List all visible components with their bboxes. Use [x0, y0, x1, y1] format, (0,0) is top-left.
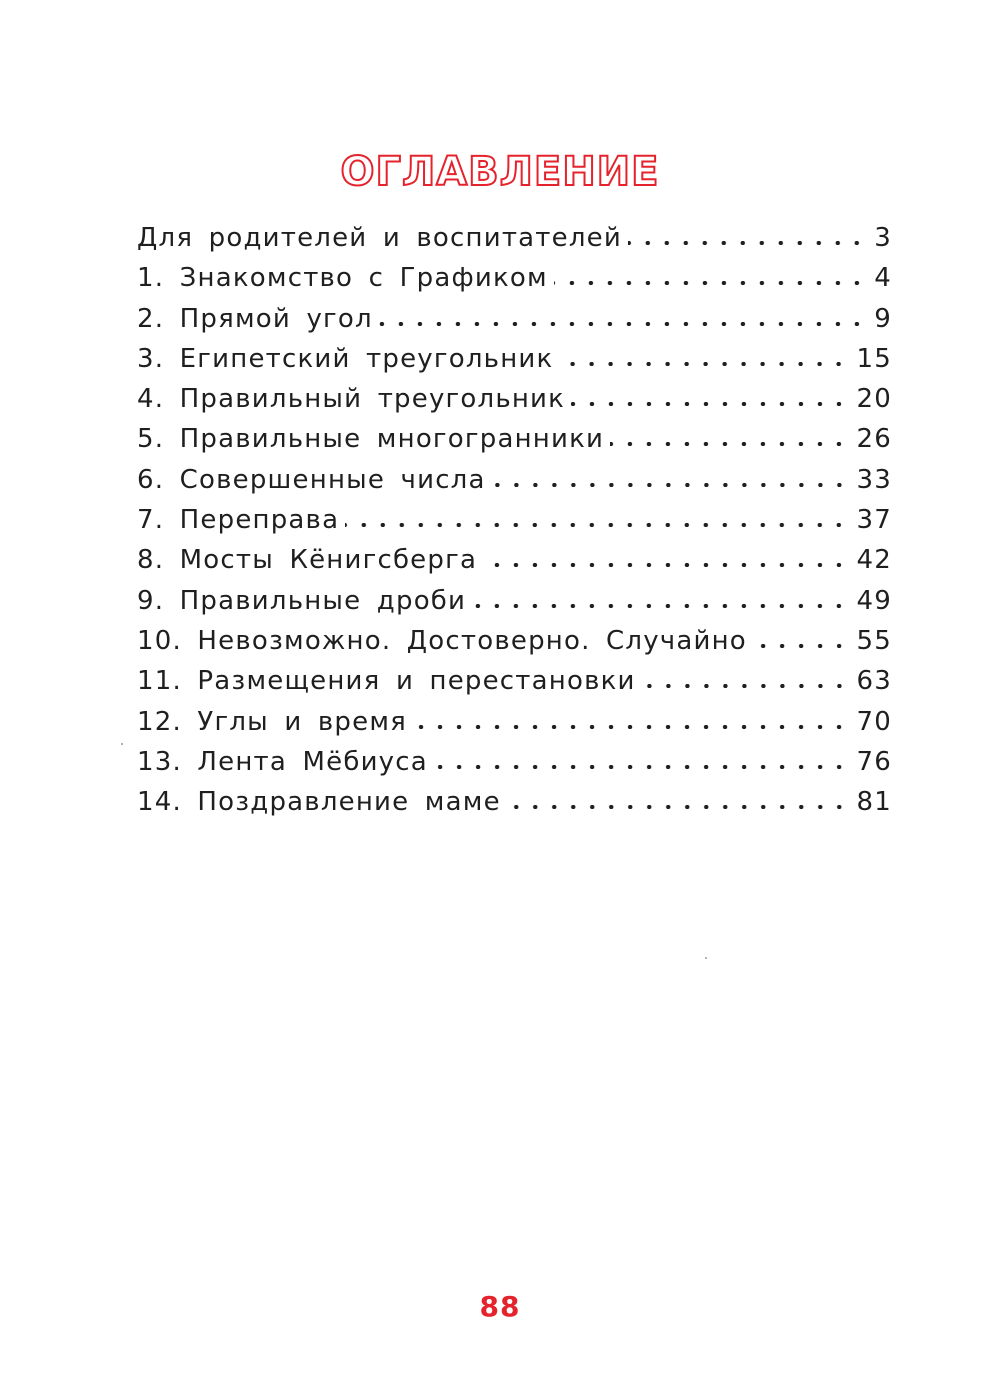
toc-entry-page: 70: [856, 706, 892, 737]
toc-entry-page: 4: [874, 263, 892, 294]
toc-entry-label: 11. Размещения и перестановки: [137, 666, 636, 697]
toc-entry-label: 8. Мосты Кёнигсберга: [137, 545, 478, 576]
toc-entry-label: 5. Правильные многогранники: [137, 424, 605, 455]
toc-entry-page: 55: [856, 625, 892, 656]
toc-entry-label: 7. Переправа: [137, 505, 340, 536]
dot-leader: [379, 322, 866, 326]
dot-leader: [554, 281, 866, 285]
page-title: ОГЛАВЛЕНИЕ: [340, 149, 660, 195]
toc-entry-page: 63: [856, 666, 892, 697]
toc-entry-page: 37: [856, 505, 892, 536]
toc-entry-label: Для родителей и воспитателей: [137, 223, 622, 253]
toc-entry-label: 4. Правильный треугольник: [137, 384, 566, 415]
toc-entry-label: 3. Египетский треугольник: [137, 343, 554, 374]
toc-entry-label: 10. Невозможно. Достоверно. Случайно: [137, 625, 747, 656]
dot-leader: [507, 805, 849, 809]
toc-entry-label: 2. Прямой угол: [137, 303, 373, 334]
toc-entry-label: 1. Знакомство с Графиком: [137, 263, 548, 294]
toc-entry-label: 12. Углы и время: [137, 706, 407, 737]
toc-row: [137, 787, 892, 827]
dot-leader: [753, 644, 849, 648]
toc-entry-label: 6. Совершенные числа: [137, 464, 486, 495]
toc-row: [137, 586, 892, 626]
toc-entry-page: 42: [856, 545, 892, 576]
dot-leader: [642, 684, 849, 688]
dot-leader: [559, 362, 848, 366]
toc-entry-page: 49: [856, 585, 892, 616]
toc-row: [137, 384, 892, 424]
toc-entry-page: 76: [856, 746, 892, 777]
dot-leader: [413, 725, 849, 729]
toc-entry-page: 3: [874, 223, 892, 253]
page-number: 88: [479, 1290, 521, 1323]
paper-speck: [705, 957, 707, 959]
dot-leader: [610, 442, 848, 446]
table-of-contents: [137, 223, 892, 827]
dot-leader: [571, 402, 848, 406]
toc-entry-label: 13. Лента Мёбиуса: [137, 746, 428, 777]
toc-row: [137, 505, 892, 545]
toc-row: [137, 344, 892, 384]
dot-leader: [472, 604, 848, 608]
toc-row: [137, 626, 892, 666]
dot-leader: [434, 765, 849, 769]
toc-row: [137, 263, 892, 303]
toc-row: [137, 545, 892, 585]
toc-entry-page: 15: [856, 343, 892, 374]
toc-entry-label: 14. Поздравление маме: [137, 787, 501, 818]
toc-entry-page: 33: [856, 464, 892, 495]
toc-row: [137, 707, 892, 747]
toc-entry-page: 20: [856, 384, 892, 415]
toc-row: [137, 666, 892, 706]
toc-entry-page: 26: [856, 424, 892, 455]
toc-entry-page: 9: [874, 303, 892, 334]
dot-leader: [345, 523, 848, 527]
toc-entry-page: 81: [856, 787, 892, 818]
dot-leader: [492, 483, 849, 487]
toc-entry-label: 9. Правильные дроби: [137, 585, 467, 616]
toc-row: [137, 424, 892, 464]
paper-speck: [121, 743, 123, 745]
dot-leader: [483, 563, 848, 567]
toc-row: [137, 465, 892, 505]
toc-row: [137, 747, 892, 787]
toc-row: [137, 223, 892, 263]
dot-leader: [628, 241, 866, 245]
toc-row: [137, 304, 892, 344]
